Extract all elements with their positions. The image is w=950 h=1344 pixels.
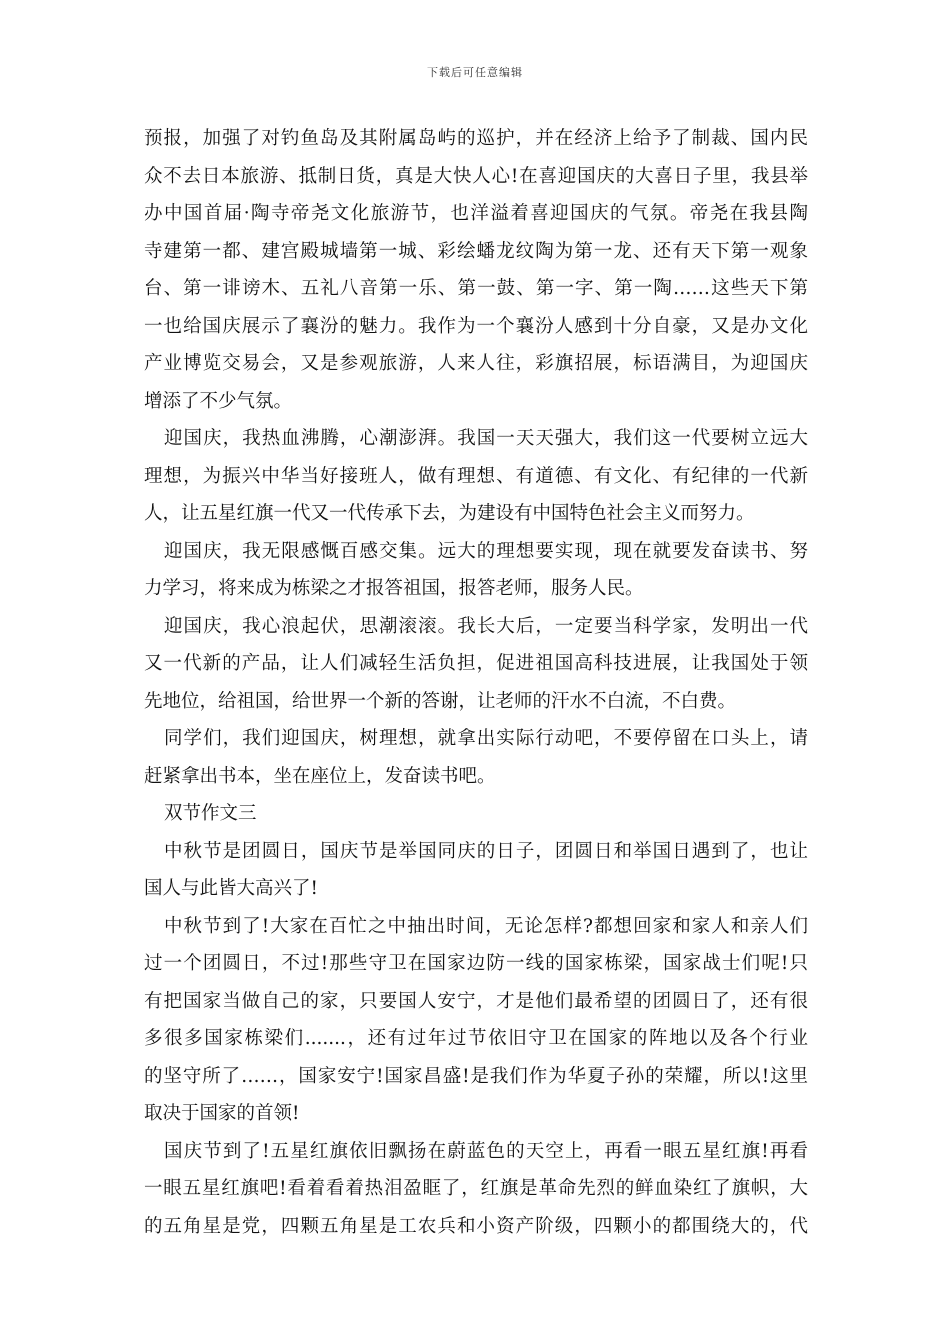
paragraph xyxy=(144,833,808,908)
text-line: 增添了不少气氛。 xyxy=(144,390,293,412)
text-line: 的坚守所了……，国家安宁!国家昌盛!是我们作为华夏子孙的荣耀，所以!这里 xyxy=(144,1065,808,1087)
text-line: 迎国庆，我热血沸腾，心潮澎湃。我国一天天强大，我们这一代要树立远大 xyxy=(164,428,808,449)
text-line: 的五角星是党，四颗五角星是工农兵和小资产阶级，四颗小的都围绕大的，代 xyxy=(144,1215,808,1237)
text-line: 取决于国家的首领! xyxy=(144,1103,300,1124)
text-line: 多很多国家栋梁们.......，还有过年过节依旧守卫在国家的阵地以及各个行业 xyxy=(144,1028,808,1049)
text-line: 又一代新的产品，让人们减轻生活负担，促进祖国高科技进展，让我国处于领 xyxy=(144,653,808,674)
text-line: 人，让五星红旗一代又一代传承下去，为建设有中国特色社会主义而努力。 xyxy=(144,503,755,524)
text-line: 迎国庆，我无限感慨百感交集。远大的理想要实现，现在就要发奋读书、努 xyxy=(164,540,808,562)
article-body xyxy=(144,120,808,1245)
page-header: 下载后可任意编辑 xyxy=(427,66,523,79)
paragraph xyxy=(144,908,808,1133)
text-line: 双节作文三 xyxy=(164,803,257,824)
text-line: 一眼五星红旗吧!看着看着热泪盈眶了，红旗是革命先烈的鲜血染红了旗帜，大 xyxy=(144,1178,808,1199)
text-line: 赶紧拿出书本，坐在座位上，发奋读书吧。 xyxy=(144,765,496,787)
paragraph xyxy=(144,420,808,533)
text-line: 产业博览交易会，又是参观旅游，人来人往，彩旗招展，标语满目，为迎国庆 xyxy=(144,353,808,374)
text-line: 过一个团圆日，不过!那些守卫在国家边防一线的国家栋梁，国家战士们呢!只 xyxy=(144,953,808,974)
paragraph xyxy=(144,720,808,795)
text-line: 办中国首届·陶寺帝尧文化旅游节，也洋溢着喜迎国庆的气氛。帝尧在我县陶 xyxy=(144,203,808,224)
text-line: 寺建第一都、建宫殿城墙第一城、彩绘蟠龙纹陶为第一龙、还有天下第一观象 xyxy=(144,240,808,262)
text-line: 中秋节到了!大家在百忙之中抽出时间，无论怎样?都想回家和家人和亲人们 xyxy=(164,915,808,937)
text-line: 国庆节到了!五星红旗依旧飘扬在蔚蓝色的天空上，再看一眼五星红旗!再看 xyxy=(164,1140,808,1162)
text-line: 同学们，我们迎国庆，树理想，就拿出实际行动吧，不要停留在口头上，请 xyxy=(164,728,808,749)
text-line: 国人与此皆大高兴了! xyxy=(144,878,318,899)
text-line: 先地位，给祖国，给世界一个新的答谢，让老师的汗水不白流，不白费。 xyxy=(144,690,737,712)
text-line: 有把国家当做自己的家，只要国人安宁，才是他们最希望的团圆日了，还有很 xyxy=(144,990,808,1012)
text-line: 迎国庆，我心浪起伏，思潮滚滚。我长大后，一定要当科学家，发明出一代 xyxy=(164,615,808,637)
text-line: 中秋节是团圆日，国庆节是举国同庆的日子，团圆日和举国日遇到了，也让 xyxy=(164,840,808,862)
text-line: 一也给国庆展示了襄汾的魅力。我作为一个襄汾人感到十分自豪，又是办文化 xyxy=(144,315,808,337)
text-line: 力学习，将来成为栋梁之才报答祖国，报答老师，服务人民。 xyxy=(144,578,644,599)
paragraph xyxy=(144,795,808,833)
paragraph xyxy=(144,120,808,420)
text-line: 预报，加强了对钓鱼岛及其附属岛屿的巡护，并在经济上给予了制裁、国内民 xyxy=(144,128,808,149)
text-line: 众不去日本旅游、抵制日货，真是大快人心!在喜迎国庆的大喜日子里，我县举 xyxy=(144,165,808,187)
paragraph xyxy=(144,533,808,608)
paragraph xyxy=(144,608,808,721)
paragraph xyxy=(144,1133,808,1246)
text-line: 理想，为振兴中华当好接班人，做有理想、有道德、有文化、有纪律的一代新 xyxy=(144,465,808,487)
text-line: 台、第一诽谤木、五礼八音第一乐、第一鼓、第一字、第一陶……这些天下第 xyxy=(144,278,808,299)
